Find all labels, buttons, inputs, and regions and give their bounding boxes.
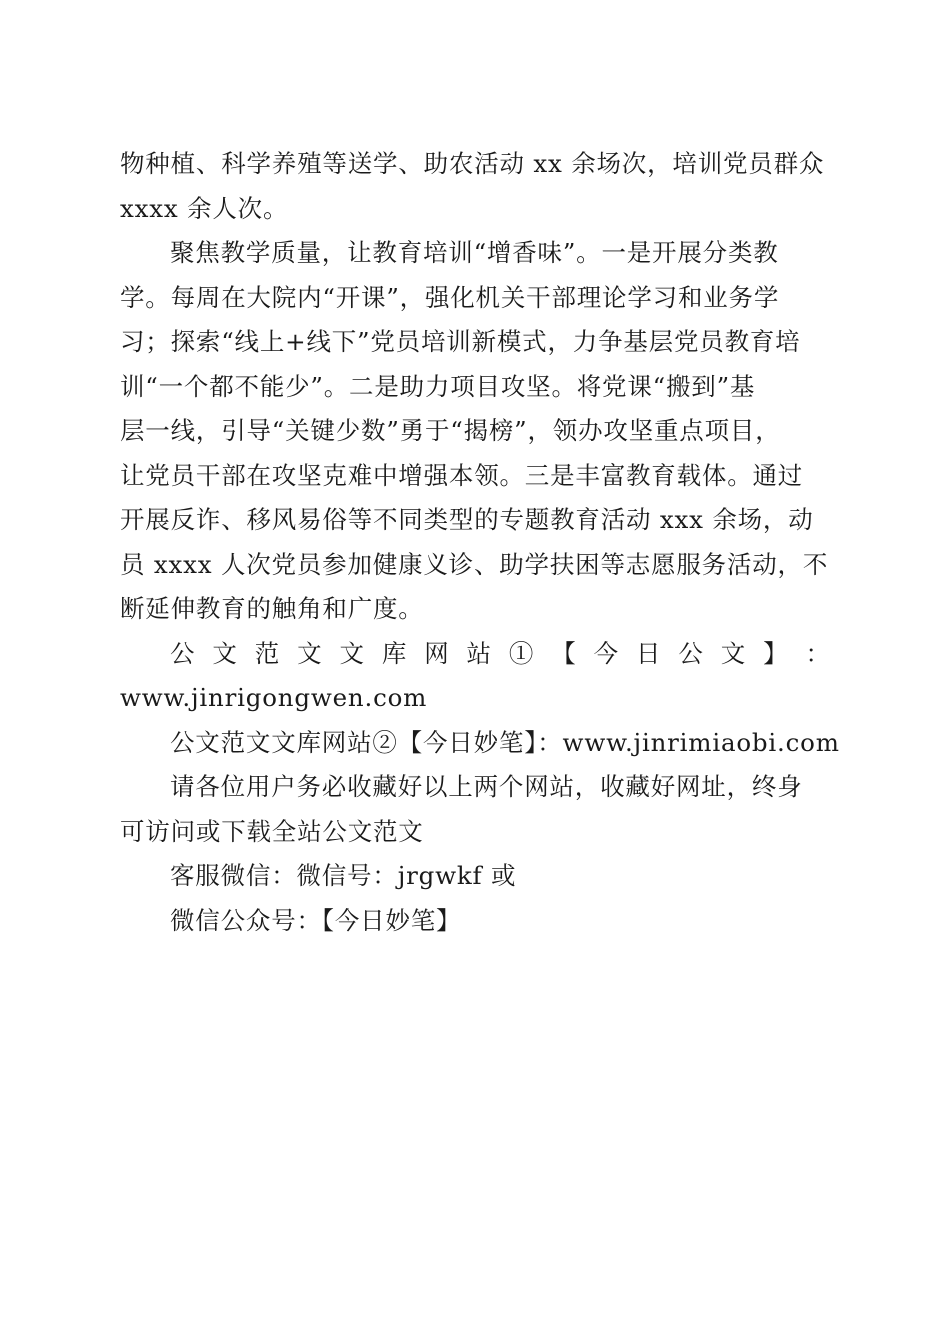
body-text-line: 物种植、科学养殖等送学、助农活动 xx 余场次，培训党员群众 xyxy=(120,149,825,178)
bookmark-notice-line: 可访问或下载全站公文范文 xyxy=(120,817,424,846)
bookmark-notice-line: 请各位用户务必收藏好以上两个网站，收藏好网址，终身 xyxy=(170,772,803,801)
site-2-line: 公文范文文库网站②【今日妙笔】：www.jinrimiaobi.com xyxy=(170,728,840,757)
body-text-line: 层一线，引导“关键少数”勇于“揭榜”，领办攻坚重点项目， xyxy=(120,416,781,445)
wechat-public-line: 微信公众号：【今日妙笔】 xyxy=(170,906,462,935)
body-text-line: xxxx 余人次。 xyxy=(120,194,289,223)
body-text-line: 开展反诈、移风易俗等不同类型的专题教育活动 xxx 余场，动 xyxy=(120,505,814,534)
body-text-line: 学。每周在大院内“开课”，强化机关干部理论学习和业务学 xyxy=(120,283,780,312)
site-1-url: www.jinrigongwen.com xyxy=(120,683,428,712)
body-text-line: 断延伸教育的触角和广度。 xyxy=(120,594,424,623)
body-text-line: 习；探索“线上+线下”党员培训新模式，力争基层党员教育培 xyxy=(120,327,801,356)
body-text-line: 训“一个都不能少”。二是助力项目攻坚。将党课“搬到”基 xyxy=(120,372,756,401)
body-text-line: 让党员干部在攻坚克难中增强本领。三是丰富教育载体。通过 xyxy=(120,461,804,490)
wechat-service-line: 客服微信：微信号：jrgwkf 或 xyxy=(170,861,517,890)
body-text-line: 员 xxxx 人次党员参加健康义诊、助学扶困等志愿服务活动，不 xyxy=(120,550,829,579)
site-1-label-line: 公 文 范 文 文 库 网 站 ① 【 今 日 公 文 】 ： xyxy=(170,639,830,668)
paragraph-first-line: 聚焦教学质量，让教育培训“增香味”。一是开展分类教 xyxy=(170,238,779,267)
